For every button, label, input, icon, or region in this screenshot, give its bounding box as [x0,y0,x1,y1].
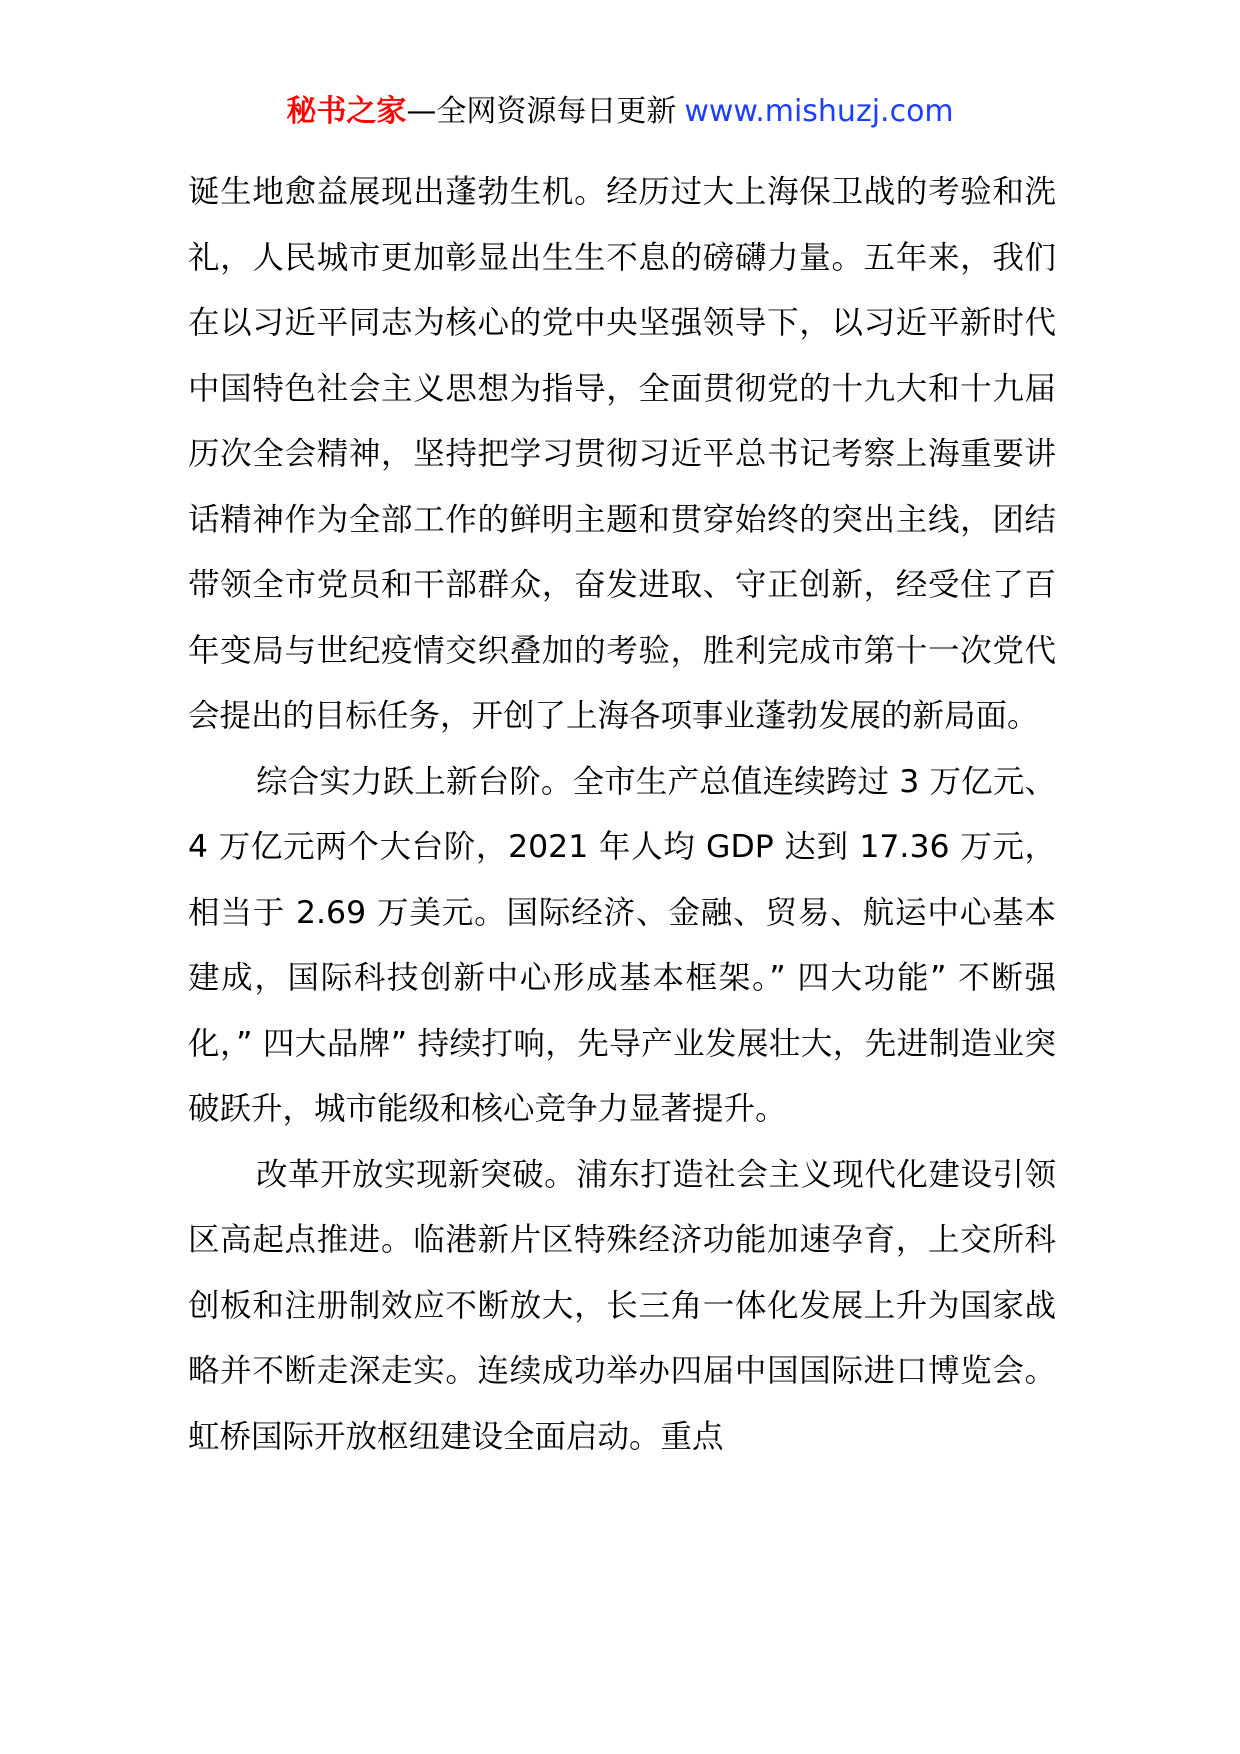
site-url-link[interactable]: www.mishuzj.com [684,94,954,129]
paragraph-3: 改革开放实现新突破。浦东打造社会主义现代化建设引领区高起点推进。临港新片区特殊经济功能加速孕育，上交所科创板和注册制效应不断放大，长三角一体化发展上升为国家战略并不断走深走实。连续成功举办四届中国国际进口博览会。虹桥国际开放枢纽建设全面启动。重点 [188,1156,1056,1455]
paragraph-2: 综合实力跃上新台阶。全市生产总值连续跨过 3 万亿元、4 万亿元两个大台阶，2021 年人均 GDP 达到 17.36 万元，相当于 2.69 万美元。国际经济、金融、贸易、航运中心基本建成，国际科技创新中心形成基本框架。” 四大功能” 不断强化，” 四大品牌” 持续打响，先导产业发展壮大，先进制造业突破跃升，城市能级和核心竞争力显著提升。 [188,763,1056,1127]
header-tagline: —全网资源每日更新 [406,94,677,129]
paragraph-1: 诞生地愈益展现出蓬勃生机。经历过大上海保卫战的考验和洗礼，人民城市更加彰显出生生不息的磅礴力量。五年来，我们在以习近平同志为核心的党中央坚强领导下，以习近平新时代中国特色社会主义思想为指导，全面贯彻党的十九大和十九届历次全会精神，坚持把学习贯彻习近平总书记考察上海重要讲话精神作为全部工作的鲜明主题和贯穿始终的突出主线，团结带领全市党员和干部群众，奋发进取、守正创新，经受住了百年变局与世纪疫情交织叠加的考验，胜利完成市第十一次党代会提出的目标任务，开创了上海各项事业蓬勃发展的新局面。 [188,174,1056,734]
document-body [188,160,1056,1470]
site-header [0,92,1240,132]
brand-name: 秘书之家 [286,94,407,129]
